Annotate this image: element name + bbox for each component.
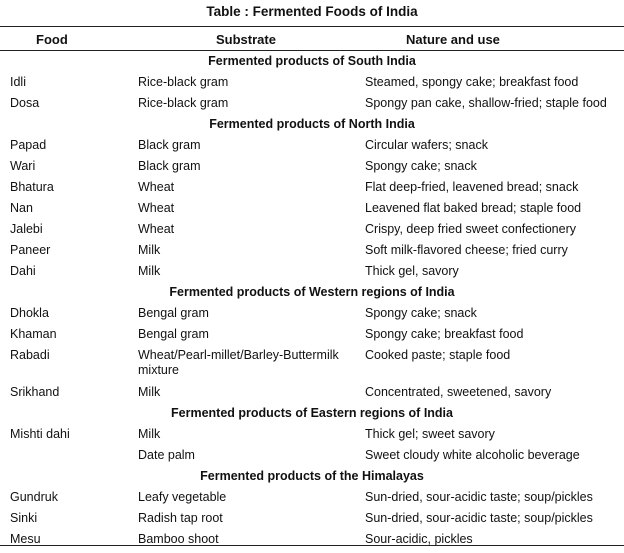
table-title: Table : Fermented Foods of India [206,4,418,19]
nature-cell: Spongy pan cake, shallow-fried; staple food [365,96,607,110]
substrate-cell: Leafy vegetable [138,490,227,504]
substrate-cell: Wheat/Pearl-millet/Barley-Buttermilk mixture [138,348,339,377]
nature-cell: Sun-dried, sour-acidic taste; soup/pickles [365,490,593,504]
section-title: Fermented products of South India [208,54,416,68]
substrate-cell: Rice-black gram [138,96,229,110]
header-nature: Nature and use [406,32,500,47]
substrate-cell: Radish tap root [138,511,223,525]
nature-cell: Soft milk-flavored cheese; fried curry [365,243,568,257]
section-title: Fermented products of Eastern regions of India [171,406,453,420]
substrate-cell: Milk [138,427,161,441]
nature-cell: Sun-dried, sour-acidic taste; soup/pickles [365,511,593,525]
substrate-cell: Wheat [138,222,175,236]
nature-cell: Circular wafers; snack [365,138,488,152]
nature-cell: Thick gel; sweet savory [365,427,495,441]
substrate-cell: Bamboo shoot [138,532,219,546]
nature-cell: Sour-acidic, pickles [365,532,473,546]
nature-cell: Flat deep-fried, leavened bread; snack [365,180,579,194]
nature-cell: Steamed, spongy cake; breakfast food [365,75,579,89]
food-cell: Wari [10,159,36,173]
nature-cell: Thick gel, savory [365,264,459,278]
nature-cell: Spongy cake; snack [365,306,477,320]
substrate-cell: Rice-black gram [138,75,229,89]
header-food: Food [36,32,68,47]
section-title: Fermented products of North India [209,117,415,131]
food-cell: Gundruk [10,490,58,504]
food-cell: Papad [10,138,47,152]
substrate-cell: Wheat [138,180,175,194]
food-cell: Bhatura [10,180,54,194]
nature-cell: Concentrated, sweetened, savory [365,385,552,399]
food-cell: Srikhand [10,385,60,399]
substrate-cell: Milk [138,385,161,399]
substrate-cell: Wheat [138,201,175,215]
top-rule [0,26,624,27]
food-cell: Mesu [10,532,41,546]
section-title: Fermented products of Western regions of India [169,285,455,299]
food-cell: Dhokla [10,306,49,320]
substrate-cell: Black gram [138,159,201,173]
nature-cell: Leavened flat baked bread; staple food [365,201,582,215]
food-cell: Nan [10,201,33,215]
food-cell: Dosa [10,96,40,110]
food-cell: Idli [10,75,26,89]
nature-cell: Spongy cake; breakfast food [365,327,524,341]
substrate-cell: Black gram [138,138,201,152]
substrate-cell: Date palm [138,448,195,462]
food-cell: Mishti dahi [10,427,70,441]
substrate-cell: Milk [138,264,161,278]
substrate-cell: Bengal gram [138,306,209,320]
nature-cell: Cooked paste; staple food [365,348,511,362]
food-cell: Khaman [10,327,57,341]
food-cell: Rabadi [10,348,50,362]
food-cell: Sinki [10,511,38,525]
header-rule [0,50,624,51]
bottom-rule [0,545,624,546]
food-cell: Paneer [10,243,51,257]
nature-cell: Sweet cloudy white alcoholic beverage [365,448,580,462]
nature-cell: Crispy, deep fried sweet confectionery [365,222,576,236]
header-substrate: Substrate [216,32,276,47]
food-cell: Jalebi [10,222,43,236]
nature-cell: Spongy cake; snack [365,159,477,173]
substrate-cell: Milk [138,243,161,257]
substrate-cell: Bengal gram [138,327,209,341]
food-cell: Dahi [10,264,36,278]
section-title: Fermented products of the Himalayas [200,469,424,483]
